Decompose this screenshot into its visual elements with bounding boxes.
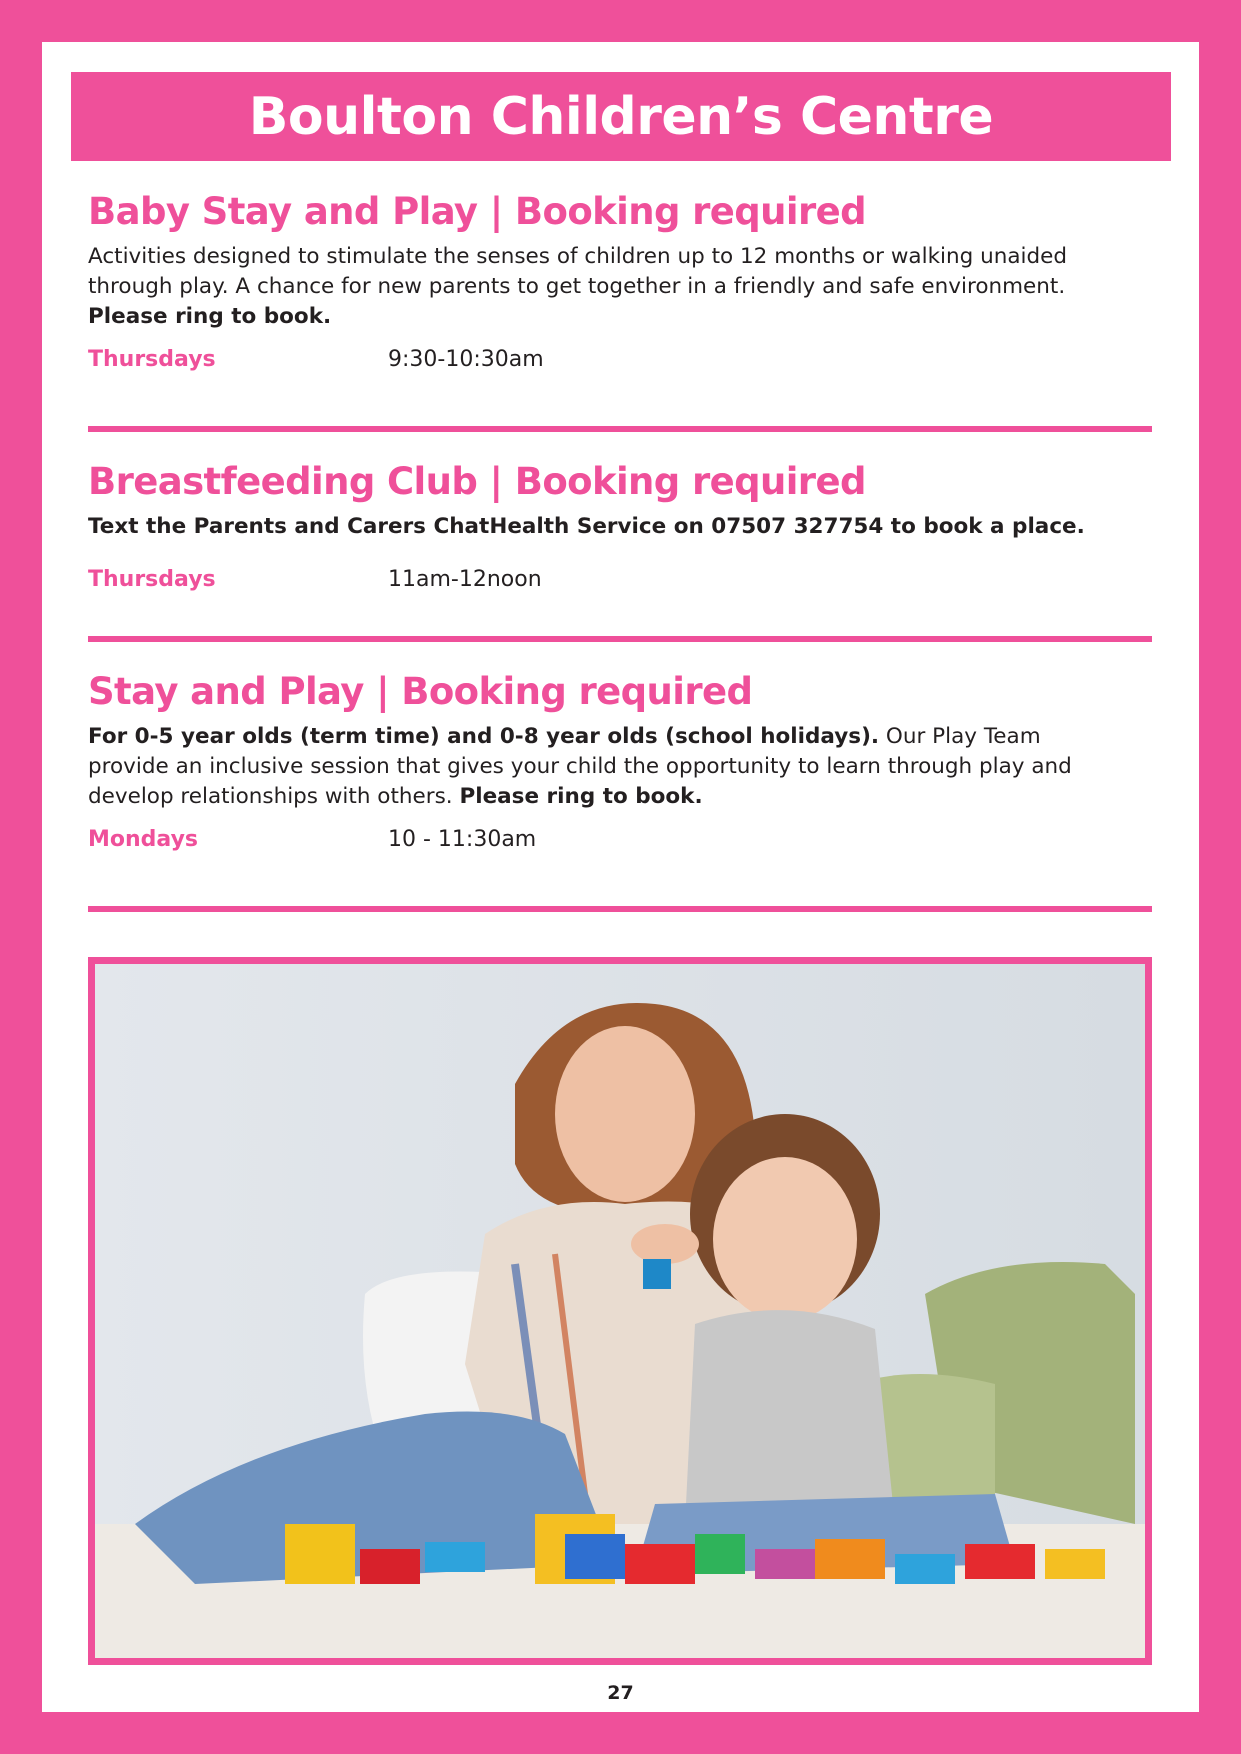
page-number: 27 bbox=[607, 1682, 634, 1704]
title-banner bbox=[71, 72, 1171, 161]
photo-frame bbox=[88, 957, 1152, 1665]
session-day: Thursdays bbox=[88, 347, 216, 372]
session-day: Mondays bbox=[88, 827, 199, 852]
photo-mother-and-child-playing bbox=[95, 964, 1145, 1658]
page-title: Boulton Children’s Centre bbox=[248, 86, 994, 147]
session-description: Text the Parents and Carers ChatHealth Service on 07507 327754 to book a place. bbox=[88, 514, 1085, 539]
section-divider bbox=[88, 906, 1152, 912]
section-divider bbox=[88, 426, 1152, 432]
session-heading: Stay and Play | Booking required bbox=[88, 670, 753, 713]
page bbox=[42, 42, 1199, 1712]
session-time: 9:30-10:30am bbox=[388, 347, 544, 372]
session-time: 11am-12noon bbox=[388, 567, 542, 592]
session-description: Activities designed to stimulate the senses of children up to 12 months or walking unaided through play. A chance for new parents to get together in a friendly and safe environment. Please ring to book. bbox=[88, 244, 1068, 329]
session-heading: Breastfeeding Club | Booking required bbox=[88, 460, 866, 503]
session-time: 10 - 11:30am bbox=[388, 827, 537, 852]
section-divider bbox=[88, 636, 1152, 642]
session-day: Thursdays bbox=[88, 567, 216, 592]
session-description: For 0-5 year olds (term time) and 0-8 year olds (school holidays). Our Play Team provide an inclusive session that gives your child the opportunity to learn through play and develop relationships with others. Please ring to book. bbox=[88, 724, 1072, 809]
session-baby-stay-and-play bbox=[88, 190, 1152, 372]
session-heading: Baby Stay and Play | Booking required bbox=[88, 190, 867, 233]
session-breastfeeding-club bbox=[88, 460, 1152, 592]
session-stay-and-play bbox=[88, 670, 1152, 852]
